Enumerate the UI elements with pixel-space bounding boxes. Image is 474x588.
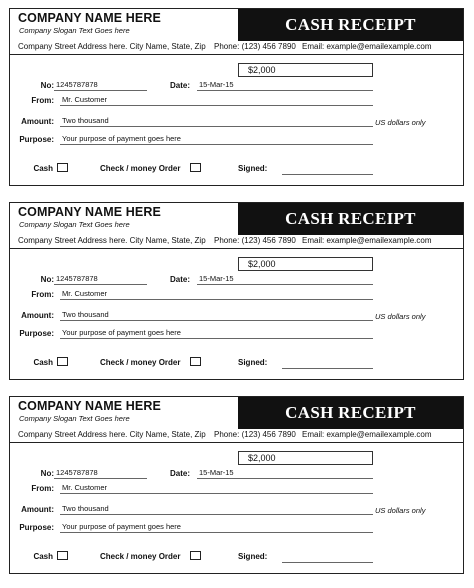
amount-label: Amount: (21, 311, 54, 320)
receipt-title: CASH RECEIPT (285, 209, 416, 228)
cash-receipt-1 (9, 8, 464, 186)
date-label: Date: (169, 275, 190, 284)
date-field[interactable]: 15-Mar-15 (197, 468, 373, 479)
date-label: Date: (169, 81, 190, 90)
company-phone: Phone: (123) 456 7890 (214, 430, 296, 439)
receipt-title-box (238, 203, 463, 235)
check-money-order-checkbox[interactable] (190, 551, 201, 560)
date-label: Date: (169, 469, 190, 478)
cash-label: Cash (33, 358, 53, 367)
company-email: Email: example@emailexample.com (302, 42, 432, 51)
cash-label: Cash (33, 552, 53, 561)
from-label: From: (31, 484, 54, 493)
purpose-label: Purpose: (19, 135, 54, 144)
cash-checkbox[interactable] (57, 357, 68, 366)
amount-words-field[interactable]: Two thousand (60, 504, 373, 515)
purpose-field[interactable]: Your purpose of payment goes here (60, 328, 373, 339)
purpose-label: Purpose: (19, 329, 54, 338)
check-money-order-checkbox[interactable] (190, 163, 201, 172)
purpose-field[interactable]: Your purpose of payment goes here (60, 522, 373, 533)
company-slogan: Company Slogan Text Goes here (19, 414, 130, 423)
purpose-field[interactable]: Your purpose of payment goes here (60, 134, 373, 145)
no-label: No: (40, 81, 54, 90)
company-slogan: Company Slogan Text Goes here (19, 220, 130, 229)
currency-note: US dollars only (375, 506, 426, 515)
cash-checkbox[interactable] (57, 551, 68, 560)
amount-box[interactable]: $2,000 (238, 451, 373, 465)
no-label: No: (40, 469, 54, 478)
address-row (10, 429, 463, 443)
signed-label: Signed: (238, 358, 268, 367)
company-name: COMPANY NAME HERE (18, 205, 161, 219)
cash-checkbox[interactable] (57, 163, 68, 172)
company-address: Company Street Address here. City Name, State, Zip (18, 430, 206, 439)
company-email: Email: example@emailexample.com (302, 236, 432, 245)
from-label: From: (31, 96, 54, 105)
check-money-order-label: Check / money Order (100, 164, 181, 173)
no-field[interactable]: 1245787878 (54, 274, 147, 285)
cash-receipt-3 (9, 396, 464, 574)
from-field[interactable]: Mr. Customer (60, 483, 373, 494)
company-slogan: Company Slogan Text Goes here (19, 26, 130, 35)
check-money-order-label: Check / money Order (100, 552, 181, 561)
amount-words-field[interactable]: Two thousand (60, 116, 373, 127)
signed-label: Signed: (238, 552, 268, 561)
address-row (10, 41, 463, 55)
cash-receipt-2 (9, 202, 464, 380)
company-name: COMPANY NAME HERE (18, 399, 161, 413)
receipt-title: CASH RECEIPT (285, 15, 416, 34)
receipt-title-box (238, 9, 463, 41)
address-row (10, 235, 463, 249)
check-money-order-label: Check / money Order (100, 358, 181, 367)
no-field[interactable]: 1245787878 (54, 80, 147, 91)
company-address: Company Street Address here. City Name, State, Zip (18, 42, 206, 51)
company-address: Company Street Address here. City Name, State, Zip (18, 236, 206, 245)
company-phone: Phone: (123) 456 7890 (214, 42, 296, 51)
signature-line[interactable] (282, 561, 373, 563)
company-name: COMPANY NAME HERE (18, 11, 161, 25)
from-field[interactable]: Mr. Customer (60, 289, 373, 300)
signature-line[interactable] (282, 367, 373, 369)
date-field[interactable]: 15-Mar-15 (197, 274, 373, 285)
company-phone: Phone: (123) 456 7890 (214, 236, 296, 245)
from-field[interactable]: Mr. Customer (60, 95, 373, 106)
check-money-order-checkbox[interactable] (190, 357, 201, 366)
amount-label: Amount: (21, 117, 54, 126)
from-label: From: (31, 290, 54, 299)
no-field[interactable]: 1245787878 (54, 468, 147, 479)
amount-words-field[interactable]: Two thousand (60, 310, 373, 321)
cash-label: Cash (33, 164, 53, 173)
purpose-label: Purpose: (19, 523, 54, 532)
currency-note: US dollars only (375, 118, 426, 127)
amount-box[interactable]: $2,000 (238, 63, 373, 77)
amount-label: Amount: (21, 505, 54, 514)
signed-label: Signed: (238, 164, 268, 173)
amount-box[interactable]: $2,000 (238, 257, 373, 271)
company-email: Email: example@emailexample.com (302, 430, 432, 439)
receipt-title: CASH RECEIPT (285, 403, 416, 422)
currency-note: US dollars only (375, 312, 426, 321)
date-field[interactable]: 15-Mar-15 (197, 80, 373, 91)
signature-line[interactable] (282, 173, 373, 175)
no-label: No: (40, 275, 54, 284)
receipt-title-box (238, 397, 463, 429)
